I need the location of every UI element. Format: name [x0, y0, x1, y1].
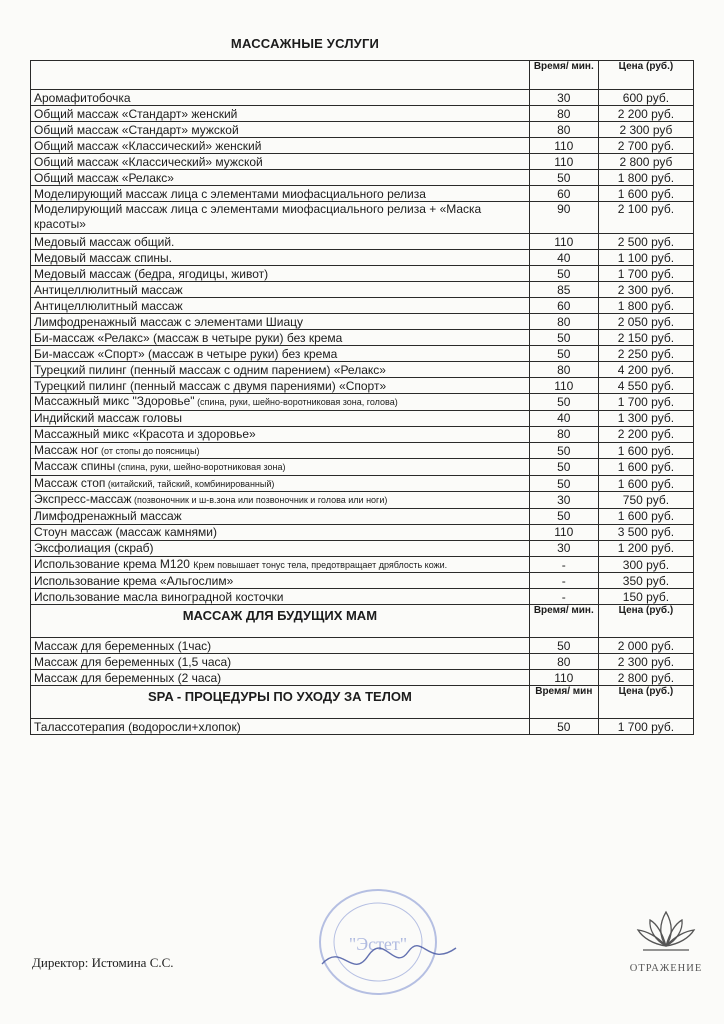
service-time: 80 [529, 122, 598, 138]
service-time: 30 [529, 492, 598, 509]
service-time: 110 [529, 234, 598, 250]
service-name: Экспресс-массаж [34, 492, 132, 506]
service-name-cell [31, 378, 530, 394]
service-price: 2 100 руб. [598, 202, 693, 234]
service-price: 2 800 руб. [598, 670, 693, 686]
table-row [31, 282, 694, 298]
table-row [31, 266, 694, 282]
service-name-cell [31, 524, 530, 540]
service-note: (китайский, тайский, комбинированный) [105, 478, 275, 489]
service-price: 2 500 руб. [598, 234, 693, 250]
service-price: 3 500 руб. [598, 524, 693, 540]
service-name: Общий массаж «Классический» мужской [34, 154, 263, 169]
service-name-cell [31, 410, 530, 426]
table-row [31, 524, 694, 540]
table-row [31, 346, 694, 362]
section-price-header: Цена (руб.) [598, 605, 693, 638]
table-row [31, 540, 694, 556]
service-price: 2 800 руб [598, 154, 693, 170]
service-time: 50 [529, 508, 598, 524]
service-name: Медовый массаж общий. [34, 234, 175, 249]
service-price: 2 000 руб. [598, 638, 693, 654]
section-time-header: Время/ мин [529, 686, 598, 719]
table-row [31, 170, 694, 186]
service-name-cell [31, 122, 530, 138]
service-name-cell [31, 426, 530, 442]
service-name-cell [31, 540, 530, 556]
service-time: 60 [529, 298, 598, 314]
price-table [30, 60, 694, 735]
table-row [31, 442, 694, 459]
service-note: (спина, руки, шейно-воротниковая зона, голова) [194, 397, 398, 407]
service-time: 50 [529, 266, 598, 282]
table-row [31, 122, 694, 138]
table-row [31, 186, 694, 202]
service-name: Общий массаж «Релакс» [34, 170, 174, 185]
company-stamp [308, 872, 458, 1007]
service-time: 110 [529, 138, 598, 154]
service-name-cell [31, 282, 530, 298]
service-time: 40 [529, 250, 598, 266]
service-name-cell [31, 442, 530, 459]
service-note: (позвоночник и ш-в.зона или позвоночник и голова или ноги) [131, 495, 388, 505]
table-row [31, 234, 694, 250]
service-time: 85 [529, 282, 598, 298]
service-name-cell [31, 459, 530, 476]
service-price: 350 руб. [598, 573, 693, 589]
service-price: 4 550 руб. [598, 378, 693, 394]
service-name: Лимфодренажный массаж [34, 509, 182, 523]
service-name-cell [31, 186, 530, 202]
service-name-cell [31, 90, 530, 106]
table-row [31, 556, 694, 573]
service-name: Использование масла виноградной косточки [34, 589, 284, 604]
service-time: 110 [529, 154, 598, 170]
director-signature-line: Директор: Истомина С.С. [32, 955, 174, 970]
service-time: 30 [529, 90, 598, 106]
service-name: Эксфолиация (скраб) [34, 541, 154, 555]
service-name: Лимфодренажный массаж с элементами Шиацу [34, 314, 304, 329]
service-price: 2 200 руб. [598, 106, 693, 122]
table-row [31, 394, 694, 411]
service-time: 50 [529, 638, 598, 654]
service-time: 50 [529, 475, 598, 492]
service-price: 1 600 руб. [598, 459, 693, 476]
service-name: Би-массаж «Спорт» (массаж в четыре руки) без крема [34, 346, 338, 361]
service-name: Массаж для беременных (2 часа) [34, 670, 222, 685]
service-name-cell [31, 106, 530, 122]
service-time: 80 [529, 314, 598, 330]
service-note: (спина, руки, шейно-воротниковая зона) [115, 462, 286, 472]
service-time: 80 [529, 654, 598, 670]
company-logo [614, 906, 718, 974]
service-price: 600 руб. [598, 90, 693, 106]
service-name-cell [31, 492, 530, 509]
table-row [31, 719, 694, 735]
section-price-header: Цена (руб.) [598, 686, 693, 719]
table-row [31, 426, 694, 442]
table-row [31, 508, 694, 524]
service-name: Массажный микс "Здоровье" [34, 394, 195, 408]
service-name: Медовый массаж (бедра, ягодицы, живот) [34, 266, 269, 281]
service-price: 1 700 руб. [598, 266, 693, 282]
service-name-cell [31, 234, 530, 250]
logo-text: ОТРАЖЕНИЕ [629, 963, 703, 974]
service-time: 80 [529, 106, 598, 122]
service-name-cell [31, 589, 530, 605]
service-name: Моделирующий массаж лица с элементами миофасциального релиза + «Маска красоты» [34, 202, 482, 231]
service-price: 2 150 руб. [598, 330, 693, 346]
service-name: Массаж для беременных (1,5 часа) [34, 654, 232, 669]
service-price: 750 руб. [598, 492, 693, 509]
section-header-row [31, 605, 694, 638]
service-name-cell [31, 250, 530, 266]
service-price: 1 200 руб. [598, 540, 693, 556]
service-price: 150 руб. [598, 589, 693, 605]
table-row [31, 573, 694, 589]
section-time-header: Время/ мин. [529, 605, 598, 638]
table-row [31, 475, 694, 492]
service-price: 1 700 руб. [598, 394, 693, 411]
table-row [31, 106, 694, 122]
service-time: 80 [529, 426, 598, 442]
service-price: 2 050 руб. [598, 314, 693, 330]
table-row [31, 202, 694, 234]
service-name-cell [31, 170, 530, 186]
table-row [31, 638, 694, 654]
lotus-icon [631, 906, 701, 958]
page-title: МАССАЖНЫЕ УСЛУГИ [230, 36, 380, 51]
service-name-cell [31, 508, 530, 524]
table-row [31, 362, 694, 378]
table-row [31, 90, 694, 106]
service-time: 50 [529, 442, 598, 459]
table-header-row [31, 61, 694, 90]
table-row [31, 298, 694, 314]
service-time: 50 [529, 394, 598, 411]
service-time: 40 [529, 410, 598, 426]
service-time: - [529, 589, 598, 605]
service-name: Моделирующий массаж лица с элементами миофасциального релиза [34, 186, 426, 201]
service-name: Использование крема М120 [34, 556, 194, 571]
table-row [31, 410, 694, 426]
service-name: Использование крема «Альгослим» [34, 573, 234, 588]
service-name-cell [31, 138, 530, 154]
stamp-text: "Эстет" [348, 934, 408, 954]
service-name: Антицеллюлитный массаж [34, 298, 183, 313]
service-price: 1 300 руб. [598, 410, 693, 426]
service-name-cell [31, 266, 530, 282]
service-name: Медовый массаж спины. [34, 250, 172, 265]
service-price: 1 100 руб. [598, 250, 693, 266]
header-time-cell: Время/ мин. [529, 61, 598, 90]
service-name: Талассотерапия (водоросли+хлопок) [34, 719, 241, 734]
table-row [31, 670, 694, 686]
service-price: 4 200 руб. [598, 362, 693, 378]
service-time: 110 [529, 524, 598, 540]
service-price: 1 600 руб. [598, 508, 693, 524]
service-price: 1 600 руб. [598, 475, 693, 492]
service-price: 2 300 руб [598, 122, 693, 138]
service-time: 50 [529, 719, 598, 735]
service-price: 2 300 руб. [598, 654, 693, 670]
table-row [31, 589, 694, 605]
service-time: 90 [529, 202, 598, 234]
header-service-cell [31, 61, 530, 90]
service-time: 30 [529, 540, 598, 556]
service-price: 1 600 руб. [598, 186, 693, 202]
table-row [31, 459, 694, 476]
service-name: Аромафитобочка [34, 90, 131, 105]
service-time: 60 [529, 186, 598, 202]
service-time: 50 [529, 459, 598, 476]
service-name: Би-массаж «Релакс» (массаж в четыре руки) без крема [34, 330, 343, 345]
service-name: Турецкий пилинг (пенный массаж с двумя парениями) «Спорт» [34, 378, 387, 393]
service-name-cell [31, 638, 530, 654]
table-row [31, 378, 694, 394]
table-row [31, 250, 694, 266]
service-time: 110 [529, 378, 598, 394]
service-price: 2 200 руб. [598, 426, 693, 442]
service-name-cell [31, 556, 530, 573]
service-name: Стоун массаж (массаж камнями) [34, 525, 217, 539]
service-name-cell [31, 298, 530, 314]
service-price: 2 250 руб. [598, 346, 693, 362]
service-price: 2 300 руб. [598, 282, 693, 298]
service-name-cell [31, 330, 530, 346]
section-title: МАССАЖ ДЛЯ БУДУЩИХ МАМ [31, 605, 530, 638]
service-name: Антицеллюлитный массаж [34, 282, 183, 297]
service-time: 50 [529, 330, 598, 346]
service-name: Массаж спины [34, 459, 116, 473]
service-name: Массажный микс «Красота и здоровье» [34, 427, 256, 441]
service-name-cell [31, 154, 530, 170]
service-time: 50 [529, 346, 598, 362]
section-title: SPA - ПРОЦЕДУРЫ ПО УХОДУ ЗА ТЕЛОМ [31, 686, 530, 719]
service-name-cell [31, 475, 530, 492]
service-price: 2 700 руб. [598, 138, 693, 154]
service-name-cell [31, 654, 530, 670]
table-row [31, 138, 694, 154]
service-name: Массаж для беременных (1час) [34, 638, 212, 653]
service-name: Общий массаж «Классический» женский [34, 138, 262, 153]
service-price: 1 600 руб. [598, 442, 693, 459]
table-row [31, 314, 694, 330]
service-name-cell [31, 394, 530, 411]
service-price: 1 800 руб. [598, 298, 693, 314]
service-name-cell [31, 346, 530, 362]
service-name-cell [31, 362, 530, 378]
service-time: 110 [529, 670, 598, 686]
service-price: 1 800 руб. [598, 170, 693, 186]
service-time: - [529, 556, 598, 573]
table-row [31, 154, 694, 170]
service-name: Индийский массаж головы [34, 411, 182, 425]
service-name-cell [31, 670, 530, 686]
service-name-cell [31, 314, 530, 330]
service-name-cell [31, 202, 530, 234]
header-price-cell: Цена (руб.) [598, 61, 693, 90]
section-header-row [31, 686, 694, 719]
price-table-body [31, 61, 694, 735]
table-row [31, 492, 694, 509]
service-time: - [529, 573, 598, 589]
service-name: Турецкий пилинг (пенный массаж с одним парением) «Релакс» [34, 362, 386, 377]
service-price: 1 700 руб. [598, 719, 693, 735]
service-note: (от стопы до поясницы) [98, 445, 200, 456]
service-name: Массаж стоп [34, 475, 106, 490]
service-time: 80 [529, 362, 598, 378]
table-row [31, 330, 694, 346]
service-note: Крем повышает тонус тела, предотвращает дряблость кожи. [193, 559, 448, 570]
table-row [31, 654, 694, 670]
service-name-cell [31, 573, 530, 589]
service-price: 300 руб. [598, 556, 693, 573]
service-name: Массаж ног [34, 442, 99, 457]
service-name: Общий массаж «Стандарт» мужской [34, 122, 239, 137]
service-time: 50 [529, 170, 598, 186]
service-name: Общий массаж «Стандарт» женский [34, 106, 238, 121]
service-name-cell [31, 719, 530, 735]
